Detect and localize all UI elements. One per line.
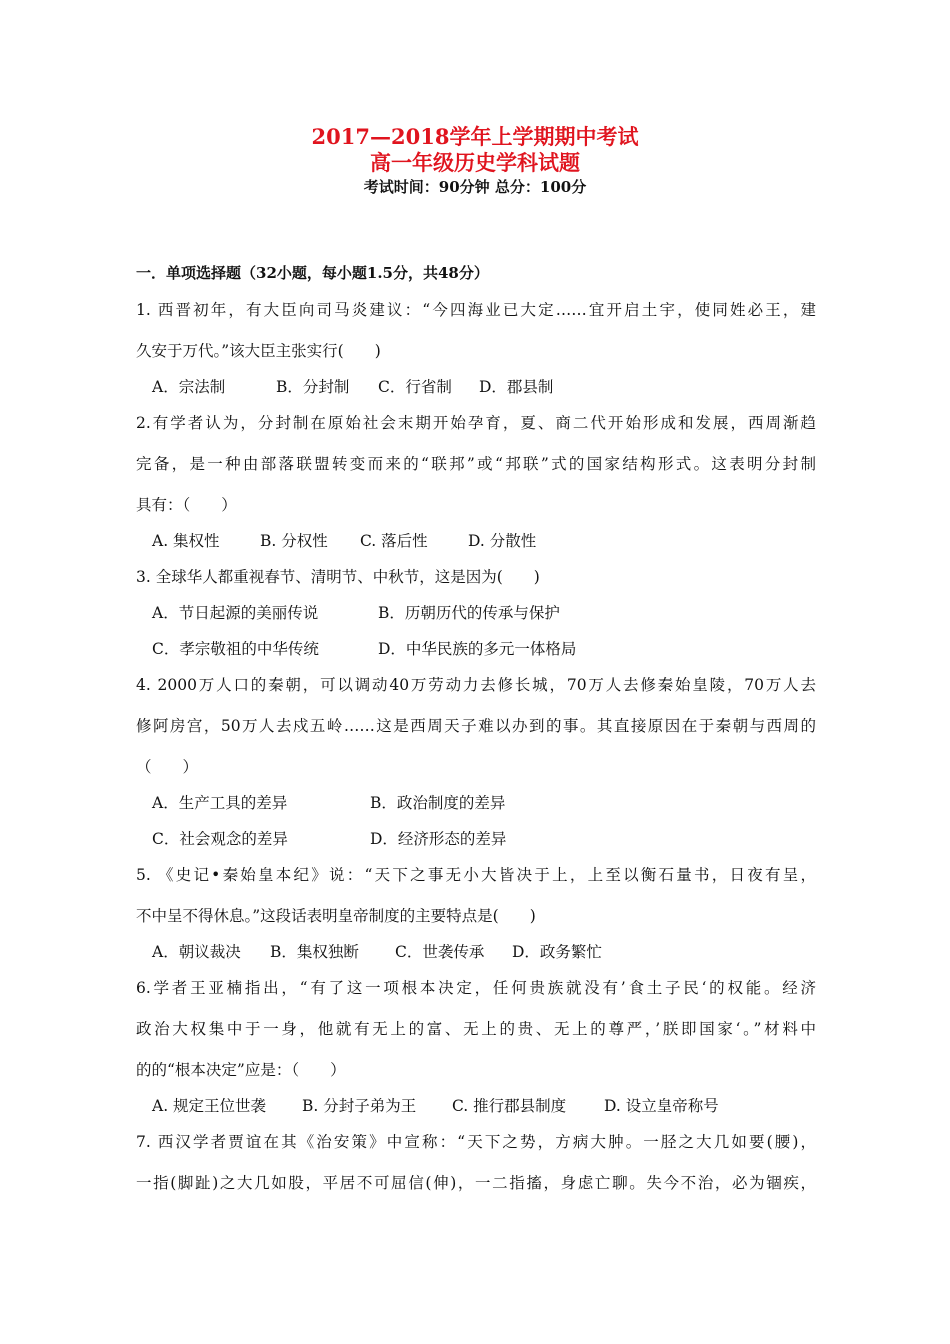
option-c: C. 落后性 xyxy=(360,532,428,550)
question-2-line-3: 具有：（ ） xyxy=(136,496,237,514)
option-d: D. 分散性 xyxy=(468,532,537,550)
option-d: D．经济形态的差异 xyxy=(370,830,507,848)
exam-title: 2017—2018学年上学期期中考试 xyxy=(311,124,639,149)
question-4-line-1: 4. 2000万人口的秦朝，可以调动40万劳动力去修长城，70万人去修秦始皇陵，70万人去 xyxy=(136,676,816,694)
question-6-line-3: 的的“根本决定”应是：（ ） xyxy=(136,1061,346,1079)
question-5-line-2: 不中呈不得休息。”这段话表明皇帝制度的主要特点是( ) xyxy=(136,907,536,925)
question-6-line-1: 6.学者王亚楠指出，“有了这一项根本决定，任何贵族就没有’食土子民‘的权能。经济 xyxy=(136,979,816,997)
question-6-line-2: 政治大权集中于一身，他就有无上的富、无上的贵、无上的尊严，’朕即国家‘。”材料中 xyxy=(136,1020,816,1038)
option-d: D. 设立皇帝称号 xyxy=(604,1097,719,1115)
option-b: B．历朝历代的传承与保护 xyxy=(378,604,560,622)
option-a: A．生产工具的差异 xyxy=(152,794,288,812)
section-heading: 一．单项选择题（32小题，每小题1.5分，共48分） xyxy=(136,264,489,282)
question-4-line-2: 修阿房宫，50万人去戍五岭……这是西周天子难以办到的事。其直接原因在于秦朝与西周的 xyxy=(136,717,816,735)
option-b: B．政治制度的差异 xyxy=(370,794,506,812)
exam-subject-title: 高一年级历史学科试题 xyxy=(370,150,580,175)
option-b: B．集权独断 xyxy=(270,943,359,961)
question-7-line-2: 一指(脚趾)之大几如股，平居不可屈信(伸)，一二指搐，身虑亡聊。失今不治，必为锢疾， xyxy=(136,1174,816,1192)
option-a: A．宗法制 xyxy=(152,378,226,396)
option-a: A．节日起源的美丽传说 xyxy=(152,604,319,622)
option-a: A. 规定王位世袭 xyxy=(152,1097,267,1115)
question-3-line-1: 3. 全球华人都重视春节、清明节、中秋节，这是因为( ) xyxy=(136,568,540,586)
option-a: A．朝议裁决 xyxy=(152,943,241,961)
option-c: C．世袭传承 xyxy=(395,943,485,961)
option-d: D．郡县制 xyxy=(479,378,554,396)
option-c: C．社会观念的差异 xyxy=(152,830,288,848)
option-d: D．政务繁忙 xyxy=(512,943,602,961)
option-b: B. 分权性 xyxy=(260,532,328,550)
question-2-line-2: 完备，是一种由部落联盟转变而来的“联邦”或“邦联”式的国家结构形式。这表明分封制 xyxy=(136,455,816,473)
question-1-line-1: 1. 西晋初年，有大臣向司马炎建议：“今四海业已大定……宜开启土宇，使同姓必王，建 xyxy=(136,301,816,319)
exam-info: 考试时间：90分钟 总分：100分 xyxy=(363,178,587,196)
question-5-line-1: 5. 《史记•秦始皇本纪》说：“天下之事无小大皆决于上，上至以衡石量书，日夜有呈， xyxy=(136,866,816,884)
option-c: C. 推行郡县制度 xyxy=(452,1097,567,1115)
question-1-line-2: 久安于万代。”该大臣主张实行( ) xyxy=(136,342,381,360)
option-b: B. 分封子弟为王 xyxy=(302,1097,417,1115)
question-4-line-3: （ ） xyxy=(136,758,199,776)
question-2-line-1: 2.有学者认为，分封制在原始社会末期开始孕育，夏、商二代开始形成和发展，西周渐趋 xyxy=(136,414,816,432)
question-7-line-1: 7. 西汉学者贾谊在其《治安策》中宣称：“天下之势，方病大肿。一胫之大几如要(腰)， xyxy=(136,1133,816,1151)
option-a: A. 集权性 xyxy=(152,532,220,550)
option-c: C．行省制 xyxy=(378,378,452,396)
option-b: B．分封制 xyxy=(276,378,350,396)
option-c: C．孝宗敬祖的中华传统 xyxy=(152,640,319,658)
option-d: D．中华民族的多元一体格局 xyxy=(378,640,577,658)
